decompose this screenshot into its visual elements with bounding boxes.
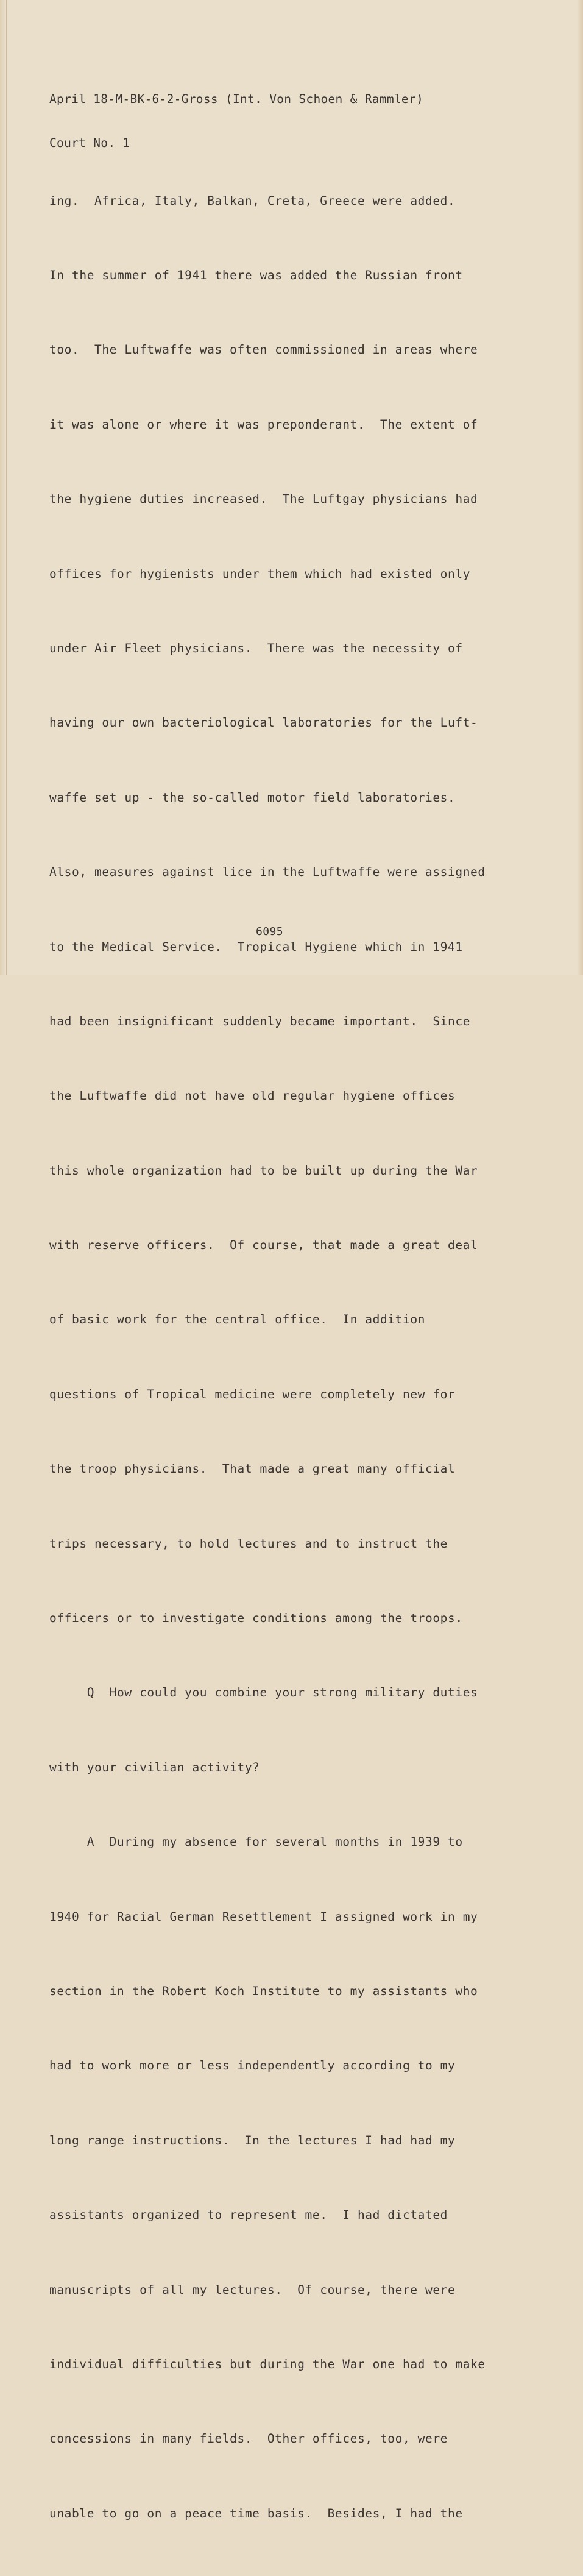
body-line: with your civilian activity?	[49, 1760, 260, 1774]
page-number: 6095	[256, 925, 283, 938]
body-line: manuscripts of all my lectures. Of course, there were	[49, 2282, 456, 2297]
body-line: had to work more or less independently according to my	[49, 2058, 456, 2073]
body-line: officers or to investigate conditions among the troops.	[49, 1611, 463, 1626]
body-line: offices for hygienists under them which had existed only	[49, 566, 471, 581]
body-line: ing. Africa, Italy, Balkan, Creta, Greece were added.	[49, 193, 456, 208]
header-court-line: Court No. 1	[49, 136, 130, 150]
body-line: this whole organization had to be built up during the War	[49, 1163, 478, 1178]
body-line: to the Medical Service. Tropical Hygiene which in 1941	[49, 939, 463, 954]
body-line: the Luftwaffe did not have old regular hygiene offices	[49, 1089, 456, 1103]
page-edge-line	[6, 0, 7, 975]
header-session-line: April 18-M-BK-6-2-Gross (Int. Von Schoen & Rammler)	[49, 92, 424, 106]
transcript-body	[49, 139, 537, 2576]
question-line: Q How could you combine your strong military duties	[49, 1685, 478, 1700]
body-line: 1940 for Racial German Resettlement I assigned work in my	[49, 1909, 478, 1924]
body-line: In the summer of 1941 there was added the Russian front	[49, 268, 463, 282]
body-line: with reserve officers. Of course, that made a great deal	[49, 1238, 478, 1253]
body-line: section in the Robert Koch Institute to my assistants who	[49, 1984, 478, 1998]
body-line: of basic work for the central office. In addition	[49, 1312, 425, 1327]
body-line: Also, measures against lice in the Luftwaffe were assigned	[49, 865, 486, 880]
body-line: questions of Tropical medicine were completely new for	[49, 1387, 456, 1401]
body-line: the troop physicians. That made a great many official	[49, 1462, 456, 1476]
body-line: having our own bacteriological laboratories for the Luft-	[49, 716, 478, 730]
body-line: under Air Fleet physicians. There was the necessity of	[49, 641, 463, 655]
body-line: had been insignificant suddenly became important. Since	[49, 1014, 471, 1028]
body-line: individual difficulties but during the War one had to make	[49, 2357, 486, 2371]
body-line: trips necessary, to hold lectures and to instruct the	[49, 1536, 448, 1551]
body-line: long range instructions. In the lectures I had had my	[49, 2133, 456, 2147]
body-line: concessions in many fields. Other offices, too, were	[49, 2432, 448, 2446]
body-line: the hygiene duties increased. The Luftgay physicians had	[49, 492, 478, 507]
body-line: it was alone or where it was preponderant. The extent of	[49, 417, 478, 432]
body-line: waffe set up - the so-called motor field laboratories.	[49, 790, 456, 805]
body-line: assistants organized to represent me. I had dictated	[49, 2208, 448, 2222]
answer-line: A During my absence for several months in 1939 to	[49, 1835, 463, 1849]
body-line: too. The Luftwaffe was often commissioned in areas where	[49, 343, 478, 357]
body-line: unable to go on a peace time basis. Besides, I had the	[49, 2506, 463, 2521]
